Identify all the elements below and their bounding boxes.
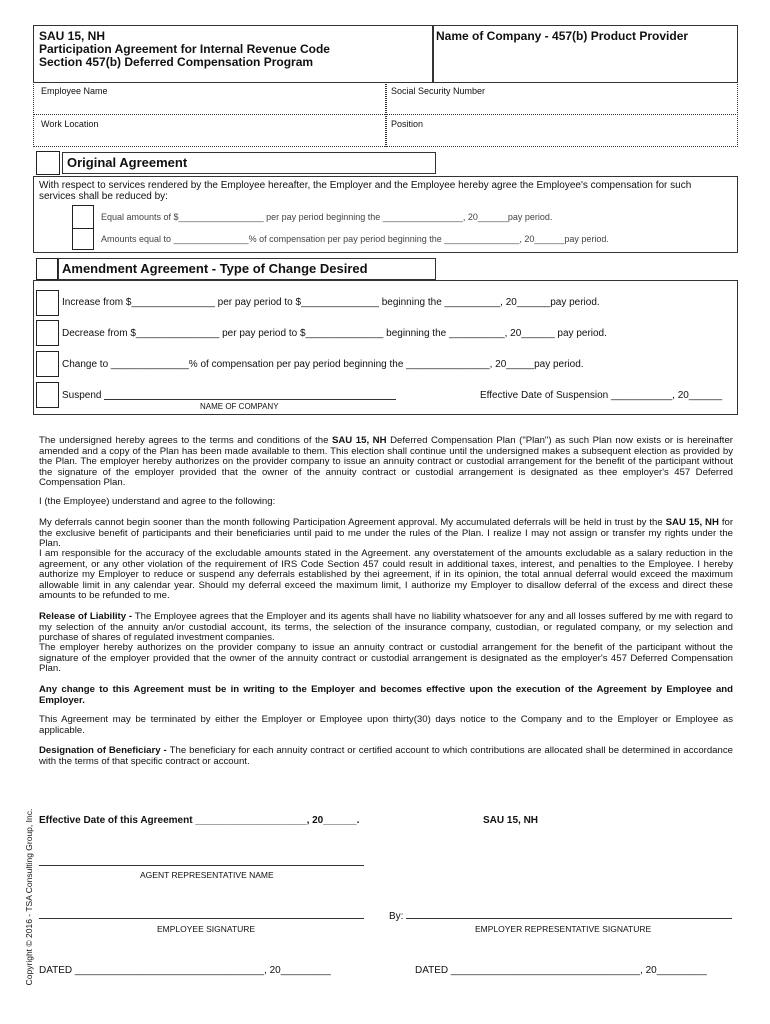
deferrals-paragraph	[39, 518, 733, 550]
change-checkbox[interactable]	[36, 351, 59, 377]
ssn-label: Social Security Number	[391, 86, 486, 96]
decrease-checkbox[interactable]	[36, 320, 59, 346]
agreement-plan-name: SAU 15, NH	[331, 435, 387, 446]
agreement-post: Deferred Compensation Plan ("Plan") as such Plan now exists or is hereinafter amended and a copy of the Plan has been made available to them. This election shall continue until the undersigned makes a subsequent election as provided by the Plan. The employer hereby authorizes on the provider company to issue an annuity contract or custodial arrangement for the benefit of the participant without the signature of the employer provided that the owner of the annuity contract or custodial arrangement is designated as thee employer's 457 Deferred Compensation Plan.	[39, 435, 734, 489]
sau-label: SAU 15, NH	[483, 815, 539, 826]
release-paragraph	[39, 612, 733, 644]
termination-paragraph: This Agreement may be terminated by either the Employer or Employee upon thirty(30) days notice to the Company and to the Employer or Employee as applicable.	[39, 714, 733, 736]
release-text: The Employee agrees that the Employer and its agents shall have no liability whatsoever for any and all losses suffered by me with regard to my selection of the annuity an/or custodial account, its terms, the selection of the insurance company, custodian, or regulated company, or my selection and purchase of shares of regulated investment companies.	[39, 611, 733, 644]
suspend-label: Suspend	[62, 390, 102, 401]
deferrals-pre: My deferrals cannot begin sooner than the month following Participation Agreement approval. My accumulated deferrals will be held in trust by the	[39, 517, 666, 528]
employer-signature-label: EMPLOYER REPRESENTATIVE SIGNATURE	[475, 924, 652, 934]
understand-paragraph: I (the Employee) understand and agree to the following:	[39, 496, 276, 507]
percent-amounts-checkbox[interactable]	[72, 228, 94, 250]
suspend-checkbox[interactable]	[36, 382, 59, 408]
deferrals-post: for the exclusive benefit of participants and their beneficiaries until paid to me under the rules of the Plan. I realize I may not assign or transfer my rights under the Plan.	[39, 517, 734, 550]
change-text: Change to ______________% of compensation per pay period beginning the _______________, 20_____pay period.	[62, 359, 584, 370]
amendment-title: Amendment Agreement - Type of Change Desired	[62, 261, 368, 276]
original-intro: With respect to services rendered by the Employee hereafter, the Employer and the Employee hereby agree the Employee's compensation for such services shall be reduced by:	[39, 180, 692, 202]
header-title-line-2: Participation Agreement for Internal Revenue Code	[39, 42, 330, 56]
by-label: By:	[389, 911, 404, 922]
copyright-text: Copyright © 2016 - TSA Consulting Group, Inc.	[24, 808, 34, 986]
agent-label: AGENT REPRESENTATIVE NAME	[140, 870, 274, 880]
beneficiary-heading: Designation of Beneficiary -	[39, 745, 170, 756]
equal-amounts-checkbox[interactable]	[72, 205, 94, 229]
increase-text: Increase from $_______________ per pay period to $______________ beginning the __________, 20______pay period.	[62, 297, 600, 308]
amendment-checkbox[interactable]	[36, 258, 58, 280]
decrease-text: Decrease from $_______________ per pay period to $______________ beginning the __________, 20______ pay period.	[62, 328, 607, 339]
equal-amounts-text: Equal amounts of $_________________ per pay period beginning the ________________, 20______pay period.	[101, 212, 553, 222]
agreement-paragraph	[39, 436, 733, 489]
suspension-date-text: Effective Date of Suspension ___________, 20______	[480, 390, 723, 401]
dated-right: DATED __________________________________, 20_________	[415, 965, 707, 976]
percent-amounts-text: Amounts equal to _______________% of compensation per pay period beginning the _______________, 20______pay period.	[101, 234, 609, 244]
beneficiary-text: The beneficiary for each annuity contract or certified account to which contributions are allocated shall be determined in accordance with the terms of that specific contract or account.	[39, 745, 733, 767]
company-name-label: NAME OF COMPANY	[200, 402, 279, 411]
responsibility-paragraph: I am responsible for the accuracy of the excludable amounts stated in the Agreement. any overstatement of the amounts excludable as a salary reduction in the agreement, or any other violation of the requirement of IRS Code Section 457 could result in additional taxes, interest, and penalties to the Employee. I hereby authorize my Employer to reduce or suspend any deferrals established by thei agreement, if in its opinion, the total annual deferral would exceed the maximum allowable limit in any calendar year. Should my deferral exceed the maximum limit, I authorize my Employer to disallow deferral of the excess and direct these amounts to be refunded to me.	[39, 548, 733, 602]
agent-line	[39, 865, 364, 866]
beneficiary-paragraph	[39, 746, 733, 767]
effective-date-text: Effective Date of this Agreement ____________________, 20______.	[39, 815, 360, 826]
provider-title: Name of Company - 457(b) Product Provider	[436, 29, 689, 43]
header-title-line-1: SAU 15, NH	[39, 29, 106, 43]
deferrals-plan-name: SAU 15, NH	[665, 517, 719, 528]
employee-signature-label: EMPLOYEE SIGNATURE	[157, 924, 256, 934]
employee-name-label: Employee Name	[41, 86, 108, 96]
release-heading: Release of Liability -	[39, 611, 135, 622]
company-name-line	[104, 399, 396, 400]
original-agreement-checkbox[interactable]	[36, 151, 60, 175]
change-agreement-paragraph: Any change to this Agreement must be in writing to the Employer and becomes effective upon the execution of the Agreement by Employee and Employer.	[39, 684, 733, 706]
original-agreement-title: Original Agreement	[67, 155, 188, 170]
header-title-line-3: Section 457(b) Deferred Compensation Program	[39, 55, 314, 69]
dated-left: DATED __________________________________, 20_________	[39, 965, 331, 976]
employee-signature-line	[39, 918, 364, 919]
position-field[interactable]	[385, 114, 738, 147]
employer-authorization-paragraph: The employer hereby authorizes on the provider company to issue an annuity contract or custodial arrangement for the benefit of the participant without the signature of the employer provided that the owner of the annuity contract or custodial arrangement is designated as the employer's 457 Deferred Compensation Plan.	[39, 642, 733, 675]
agreement-pre: The undersigned hereby agrees to the terms and conditions of the	[39, 435, 332, 446]
position-label: Position	[391, 119, 424, 129]
work-location-label: Work Location	[41, 119, 99, 129]
increase-checkbox[interactable]	[36, 290, 59, 316]
employer-signature-line	[406, 918, 732, 919]
